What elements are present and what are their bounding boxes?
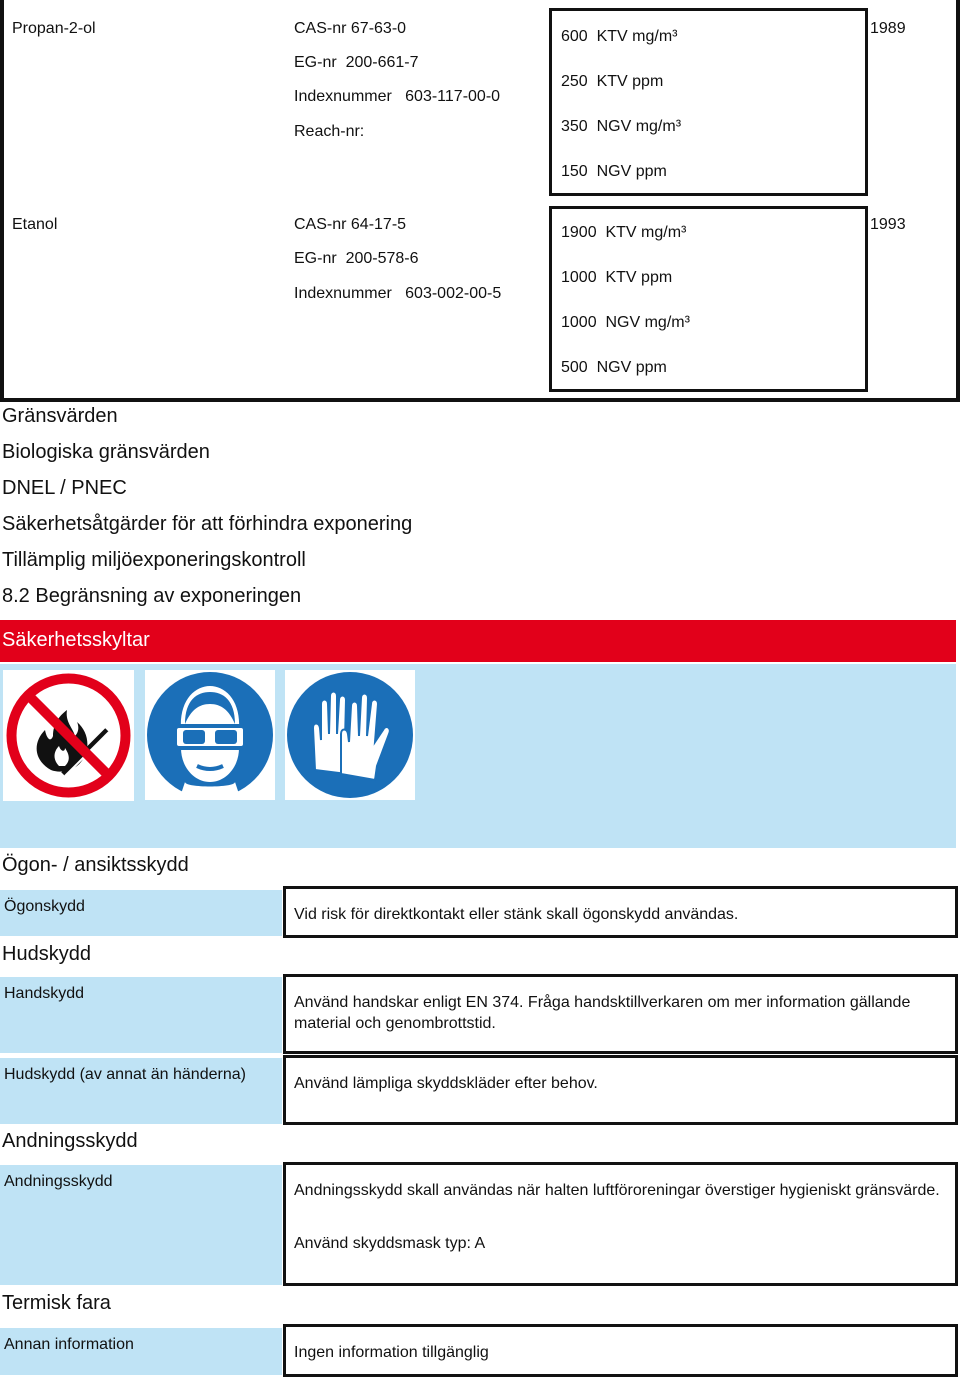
body-protection-text xyxy=(283,1055,958,1125)
respiratory-protection-label: Andningsskydd xyxy=(0,1165,282,1285)
gloves-icon xyxy=(285,670,415,800)
limit-value: 1000 KTV ppm xyxy=(561,269,673,286)
limit-value: 250 KTV ppm xyxy=(561,73,664,90)
face-eye-protection-icon xyxy=(145,670,275,800)
year: 1993 xyxy=(870,216,906,233)
limit-value: 350 NGV mg/m³ xyxy=(561,118,682,135)
eg-number: EG-nr 200-661-7 xyxy=(294,54,419,71)
hand-protection-value: Använd handskar enligt EN 374. Fråga handsktillverkaren om mer information gällande material och genombrottstid. xyxy=(294,994,911,1032)
section-heading: Tillämplig miljöexponeringskontroll xyxy=(2,549,306,571)
respiratory-protection-text xyxy=(283,1162,958,1286)
eg-number: EG-nr 200-578-6 xyxy=(294,250,419,267)
reach-number: Reach-nr: xyxy=(294,123,365,140)
body-protection-value: Använd lämpliga skyddskläder efter behov. xyxy=(294,1075,598,1092)
limit-value: 600 KTV mg/m³ xyxy=(561,28,678,45)
eye-protection-value: Vid risk för direktkontakt eller stänk skall ögonskydd användas. xyxy=(294,906,739,923)
eye-protection-heading: Ögon- / ansiktsskydd xyxy=(2,854,189,876)
section-heading: DNEL / PNEC xyxy=(2,477,127,499)
substance-name: Propan-2-ol xyxy=(12,20,96,37)
hand-protection-label: Handskydd xyxy=(0,977,282,1053)
other-information-text xyxy=(283,1324,958,1377)
hand-protection-text xyxy=(283,974,958,1054)
eye-protection-text xyxy=(283,886,958,938)
no-open-flame-icon xyxy=(3,670,134,801)
respiratory-mask-type: Använd skyddsmask typ: A xyxy=(294,1235,486,1252)
safety-signs-panel xyxy=(0,664,956,848)
cas-number: CAS-nr 67-63-0 xyxy=(294,20,407,37)
respiratory-protection-value: Andningsskydd skall användas när halten luftföroreningar överstiger hygieniskt gränsvärde. xyxy=(294,1182,940,1199)
limit-value: 1900 KTV mg/m³ xyxy=(561,224,687,241)
other-information-value: Ingen information tillgänglig xyxy=(294,1344,489,1361)
body-protection-label: Hudskydd (av annat än händerna) xyxy=(0,1058,282,1124)
safety-signs-title: Säkerhetsskyltar xyxy=(2,629,150,651)
thermal-hazard-heading: Termisk fara xyxy=(2,1292,111,1314)
index-number: Indexnummer 603-002-00-5 xyxy=(294,285,502,302)
safety-signs-banner xyxy=(0,620,956,662)
cas-number: CAS-nr 64-17-5 xyxy=(294,216,407,233)
substance-name: Etanol xyxy=(12,216,58,233)
limit-value: 500 NGV ppm xyxy=(561,359,667,376)
respiratory-protection-heading: Andningsskydd xyxy=(2,1130,138,1152)
index-number: Indexnummer 603-117-00-0 xyxy=(294,88,501,105)
section-heading: Biologiska gränsvärden xyxy=(2,441,210,463)
limit-value: 150 NGV ppm xyxy=(561,163,667,180)
limit-value: 1000 NGV mg/m³ xyxy=(561,314,690,331)
skin-protection-heading: Hudskydd xyxy=(2,943,91,965)
year: 1989 xyxy=(870,20,906,37)
other-information-label: Annan information xyxy=(0,1328,282,1375)
section-heading: 8.2 Begränsning av exponeringen xyxy=(2,585,302,607)
section-heading: Gränsvärden xyxy=(2,405,118,427)
section-heading: Säkerhetsåtgärder för att förhindra exponering xyxy=(2,513,413,535)
eye-protection-label: Ögonskydd xyxy=(0,890,282,936)
